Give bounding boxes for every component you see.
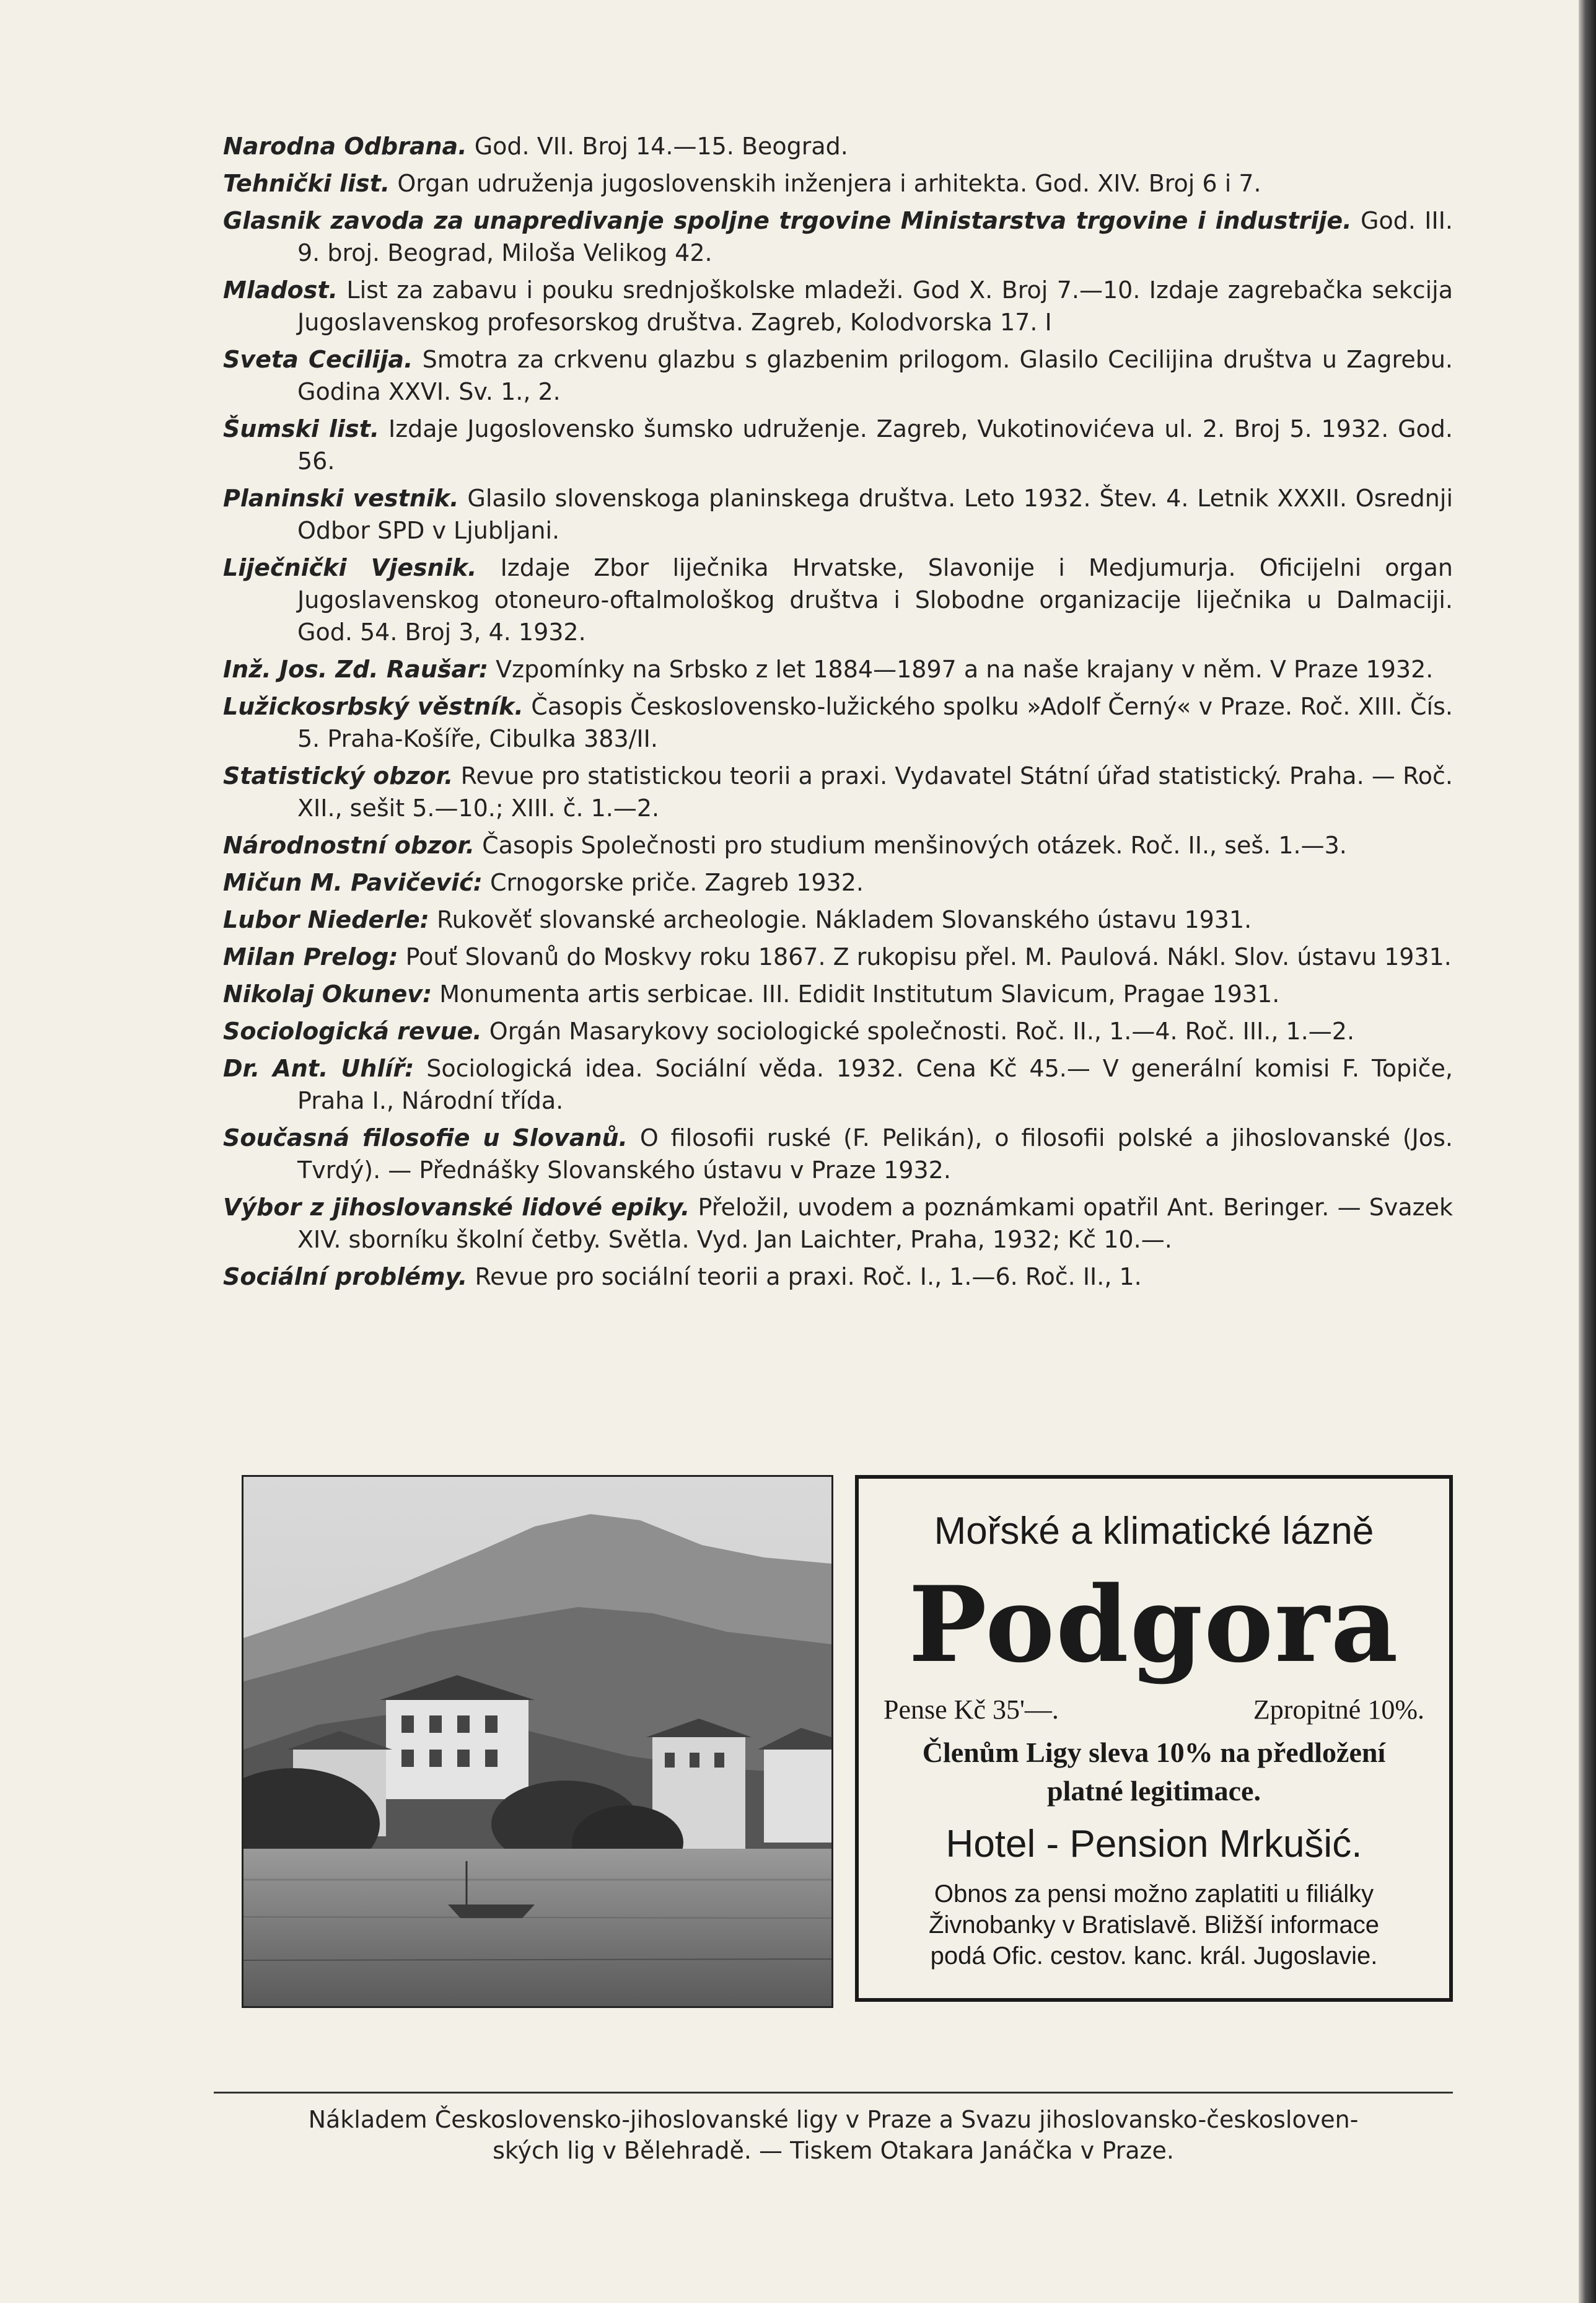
list-item: [223, 941, 1453, 973]
entry-title: Inž. Jos. Zd. Raušar:: [223, 656, 489, 683]
ad-discount-line: platné legitimace.: [1047, 1775, 1261, 1807]
list-item: [223, 274, 1453, 338]
entry-text: Izdaje Zbor liječnika Hrvatske, Slavonije i Medjumurja. Oficijelni organ Jugoslavenskog otoneuro-oftalmološkog društva i Slobodne organizacije liječnika u Dalmaciji. God. 54. Broj 3, 4. 1932.: [297, 554, 1453, 646]
list-item: [223, 130, 1453, 162]
ad-hotel-name: Hotel - Pension Mrkušić.: [945, 1823, 1362, 1865]
ad-info-line: Živnobanky v Bratislavě. Bližší informace: [929, 1911, 1379, 1939]
list-item: [223, 653, 1453, 685]
footer-line: Nákladem Československo-jihoslovanské ligy v Praze a Svazu jihoslovansko-českosloven-: [308, 2106, 1359, 2133]
entry-title: Dr. Ant. Uhlíř:: [223, 1055, 414, 1082]
entry-title: Mladost.: [223, 276, 338, 304]
entry-text: Pouť Slovanů do Moskvy roku 1867. Z rukopisu přel. M. Paulová. Nákl. Slov. ústavu 1931.: [398, 943, 1452, 971]
list-item: [223, 978, 1453, 1010]
entry-title: Výbor z jihoslovanské lidové epiky.: [223, 1194, 690, 1221]
entry-text: Organ udruženja jugoslovenskih inženjera i arhitekta. God. XIV. Broj 6 i 7.: [390, 170, 1261, 197]
entry-text: Přeložil, uvodem a poznámkami opatřil Ant. Beringer. — Svazek XIV. sborníku školní četby. Světla. Vyd. Jan Laichter, Praha, 1932; Kč 10.—.: [297, 1194, 1454, 1253]
ad-brand-name: Podgora: [908, 1563, 1400, 1686]
entry-title: Planinski vestnik.: [223, 485, 459, 512]
list-item: [223, 866, 1453, 899]
publisher-footer: [214, 2104, 1453, 2166]
list-item: [223, 167, 1453, 200]
ad-info-line: Obnos za pensi možno zaplatiti u filiálky: [934, 1880, 1374, 1908]
entry-text: Rukověť slovanské archeologie. Nákladem Slovanského ústavu 1931.: [429, 906, 1252, 933]
entry-text: God. III. 9. broj. Beograd, Miloša Velikog 42.: [297, 207, 1453, 266]
entry-text: Revue pro sociální teorii a praxi. Roč. I., 1.—6. Roč. II., 1.: [467, 1263, 1142, 1290]
list-item: [223, 1015, 1453, 1047]
ad-info: [884, 1878, 1424, 1971]
entry-text: Vzpomínky na Srbsko z let 1884—1897 a na naše krajany v něm. V Praze 1932.: [488, 656, 1434, 683]
entry-title: Současná filosofie u Slovanů.: [223, 1124, 628, 1152]
entry-text: Časopis Společnosti pro studium menšinových otázek. Roč. II., seš. 1.—3.: [475, 832, 1347, 859]
ad-text-box: [855, 1475, 1453, 2002]
entry-title: Milan Prelog:: [223, 943, 398, 971]
entry-title: Narodna Odbrana.: [223, 133, 467, 160]
entry-text: Revue pro statistickou teorii a praxi. Vydavatel Státní úřad statistický. Praha. — Roč. XII., sešit 5.—10.; XIII. č. 1.—2.: [297, 762, 1453, 822]
footer-line: ských lig v Bělehradě. — Tiskem Otakara Janáčka v Praze.: [493, 2137, 1174, 2164]
ad-discount-line: Členům Ligy sleva 10% na předložení: [922, 1737, 1386, 1768]
entry-title: Sociologická revue.: [223, 1018, 482, 1045]
entry-text: O filosofii ruské (F. Pelikán), o filosofii polské a jihoslovanské (Jos. Tvrdý). — Přednášky Slovanského ústavu v Praze 1932.: [297, 1124, 1453, 1184]
list-item: [223, 205, 1453, 269]
entry-text: Časopis Československo-lužického spolku »Adolf Černý« v Praze. Roč. XIII. Čís. 5. Praha-Košíře, Cibulka 383/II.: [297, 693, 1453, 752]
entry-text: Orgán Masarykovy sociologické společnosti. Roč. II., 1.—4. Roč. III., 1.—2.: [481, 1018, 1355, 1045]
list-item: [223, 413, 1453, 477]
list-item: [223, 343, 1453, 408]
list-item: [223, 1261, 1453, 1293]
list-item: [223, 482, 1453, 547]
entry-text: Sociologická idea. Sociální věda. 1932. Cena Kč 45.— V generální komisi F. Topiče, Praha I., Národní třída.: [297, 1055, 1453, 1114]
entry-title: Nikolaj Okunev:: [223, 980, 432, 1008]
list-item: [223, 904, 1453, 936]
page-edge-shadow: [1579, 0, 1596, 2303]
ad-tip: Zpropitné 10%.: [1253, 1694, 1424, 1725]
advertisement: [242, 1475, 1453, 2008]
list-item: [223, 829, 1453, 861]
entry-title: Sociální problémy.: [223, 1263, 468, 1290]
harbor-landscape-image: [243, 1477, 831, 2006]
list-item: [223, 1191, 1453, 1256]
list-item: [223, 1122, 1453, 1186]
list-item: [223, 690, 1453, 755]
footer-divider: [214, 2092, 1453, 2094]
entry-title: Lužickosrbský věstník.: [223, 693, 524, 720]
entry-title: Lubor Niederle:: [223, 906, 429, 933]
entry-title: Mičun M. Pavičević:: [223, 869, 483, 896]
list-item: [223, 760, 1453, 824]
entry-title: Liječnički Vjesnik.: [223, 554, 477, 581]
entry-text: God. VII. Broj 14.—15. Beograd.: [467, 133, 848, 160]
entry-text: Izdaje Jugoslovensko šumsko udruženje. Zagreb, Vukotinovićeva ul. 2. Broj 5. 1932. God. 56.: [297, 415, 1453, 475]
ad-info-line: podá Ofic. cestov. kanc. král. Jugoslavie.: [930, 1942, 1378, 1970]
entry-title: Národnostní obzor.: [223, 832, 475, 859]
coastal-photo: [242, 1475, 833, 2008]
entry-title: Tehnički list.: [223, 170, 390, 197]
list-item: [223, 1052, 1453, 1117]
ad-headline: Mořské a klimatické lázně: [934, 1510, 1374, 1552]
entry-text: List za zabavu i pouku srednjoškolske mladeži. God X. Broj 7.—10. Izdaje zagrebačka sekcija Jugoslavenskog profesorskog društva. Zagreb, Kolodvorska 17. I: [297, 276, 1453, 336]
list-item: [223, 552, 1453, 648]
ad-discount: [884, 1733, 1424, 1810]
entry-text: Monumenta artis serbicae. III. Edidit Institutum Slavicum, Pragae 1931.: [432, 980, 1280, 1008]
ad-price: Pense Kč 35'—.: [884, 1694, 1059, 1725]
entry-title: Glasnik zavoda za unapredivanje spoljne trgovine Ministarstva trgovine i industrije.: [223, 207, 1352, 234]
entry-title: Sveta Cecilija.: [223, 346, 413, 373]
ad-price-row: [884, 1693, 1424, 1727]
entry-text: Glasilo slovenskoga planinskega društva. Leto 1932. Štev. 4. Letnik XXXII. Osrednji Odbor SPD v Ljubljani.: [297, 485, 1454, 544]
entry-text: Smotra za crkvenu glazbu s glazbenim prilogom. Glasilo Cecilijina društva u Zagrebu. Godina XXVI. Sv. 1., 2.: [297, 346, 1453, 405]
entry-text: Crnogorske priče. Zagreb 1932.: [482, 869, 864, 896]
entry-title: Šumski list.: [223, 415, 380, 443]
bibliography-list: [223, 130, 1453, 1298]
entry-title: Statistický obzor.: [223, 762, 454, 790]
